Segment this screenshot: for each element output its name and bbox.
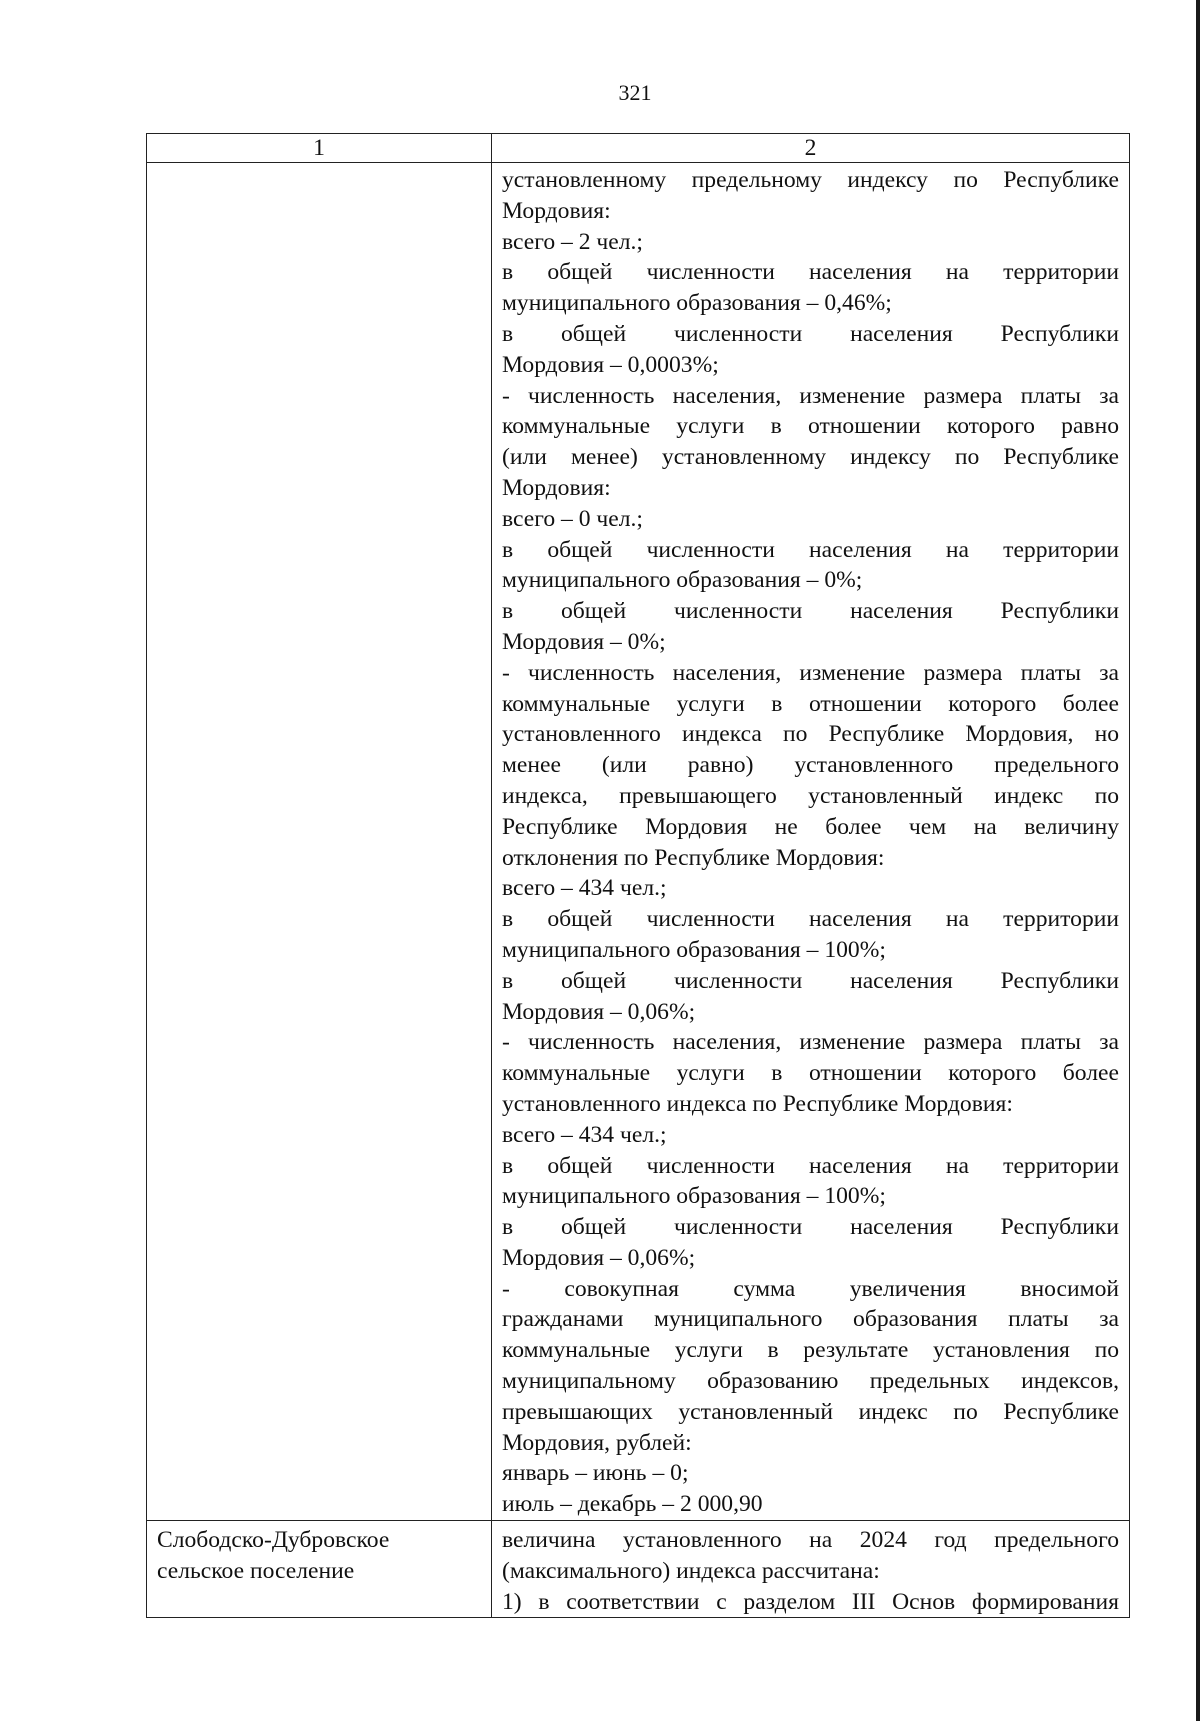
text-line: - совокупная сумма увеличения вносимой xyxy=(502,1275,1119,1302)
row-2-col-1 xyxy=(147,1521,492,1618)
text-line: в общей численности населения на территории xyxy=(502,536,1119,563)
text-line: в общей численности населения Республики xyxy=(502,598,1119,625)
text-line: превышающих установленный индекс по Республике xyxy=(502,1398,1119,1425)
text-line: коммунальные услуги в результате установления по xyxy=(502,1337,1119,1364)
text-line: муниципальному образованию предельных индексов, xyxy=(502,1368,1119,1395)
text-line: Слободско-Дубровское xyxy=(157,1527,390,1554)
text-line: Мордовия, рублей: xyxy=(502,1429,692,1456)
text-line: всего – 2 чел.; xyxy=(502,228,643,255)
text-line: муниципального образования – 0,46%; xyxy=(502,290,892,317)
text-line: в общей численности населения Республики xyxy=(502,320,1119,347)
text-line: всего – 434 чел.; xyxy=(502,875,667,902)
text-line: величина установленного на 2024 год предельного xyxy=(502,1527,1119,1554)
table-row xyxy=(147,1521,1130,1618)
table-row xyxy=(147,163,1130,1521)
text-line: в общей численности населения на территории xyxy=(502,259,1119,286)
column-header-1: 1 xyxy=(147,134,492,163)
text-line: Мордовия – 0,0003%; xyxy=(502,351,719,378)
scan-edge-border xyxy=(1196,0,1200,1721)
column-header-2: 2 xyxy=(492,134,1130,163)
text-line: (максимального) индекса рассчитана: xyxy=(502,1557,880,1584)
text-line: отклонения по Республике Мордовия: xyxy=(502,844,885,871)
text-line: Мордовия – 0,06%; xyxy=(502,1244,696,1271)
text-line: индекса, превышающего установленный индекс по xyxy=(502,782,1119,809)
text-line: июль – декабрь – 2 000,90 xyxy=(502,1491,763,1518)
text-line: (или менее) установленному индексу по Республике xyxy=(502,444,1119,471)
row-1-col-1 xyxy=(147,163,492,1521)
text-line: - численность населения, изменение размера платы за xyxy=(502,382,1119,409)
text-line: в общей численности населения на территории xyxy=(502,1152,1119,1179)
text-line: в общей численности населения Республики xyxy=(502,967,1119,994)
text-line: Республике Мордовия не более чем на величину xyxy=(502,813,1119,840)
text-line: сельское поселение xyxy=(157,1557,355,1584)
page-number: 321 xyxy=(618,80,652,105)
text-line: муниципального образования – 100%; xyxy=(502,1183,886,1210)
text-line: коммунальные услуги в отношении которого более xyxy=(502,1060,1119,1087)
text-line: установленного индекса по Республике Мордовия: xyxy=(502,1090,1013,1117)
text-line: в общей численности населения Республики xyxy=(502,1214,1119,1241)
text-line: - численность населения, изменение размера платы за xyxy=(502,659,1119,686)
text-line: гражданами муниципального образования платы за xyxy=(502,1306,1119,1333)
text-line: всего – 434 чел.; xyxy=(502,1121,667,1148)
table-header-row xyxy=(147,134,1130,163)
text-line: Мордовия – 0%; xyxy=(502,628,666,655)
text-line: коммунальные услуги в отношении которого равно xyxy=(502,413,1119,440)
text-line: муниципального образования – 100%; xyxy=(502,936,886,963)
text-line: установленному предельному индексу по Республике xyxy=(502,167,1119,193)
text-line: 1) в соответствии с разделом III Основ формирования xyxy=(502,1588,1119,1615)
row-2-col-2 xyxy=(492,1521,1130,1618)
row-1-col-2 xyxy=(492,163,1130,1521)
text-line: Мордовия: xyxy=(502,197,611,224)
data-table xyxy=(146,133,1130,1618)
text-line: всего – 0 чел.; xyxy=(502,505,643,532)
text-line: менее (или равно) установленного предельного xyxy=(502,752,1119,779)
text-line: муниципального образования – 0%; xyxy=(502,567,863,594)
text-line: январь – июнь – 0; xyxy=(502,1460,689,1487)
text-line: - численность населения, изменение размера платы за xyxy=(502,1029,1119,1056)
text-line: установленного индекса по Республике Мордовия, но xyxy=(502,721,1119,748)
text-line: в общей численности населения на территории xyxy=(502,906,1119,933)
text-line: Мордовия – 0,06%; xyxy=(502,998,696,1025)
text-line: коммунальные услуги в отношении которого более xyxy=(502,690,1119,717)
text-line: Мордовия: xyxy=(502,474,611,501)
